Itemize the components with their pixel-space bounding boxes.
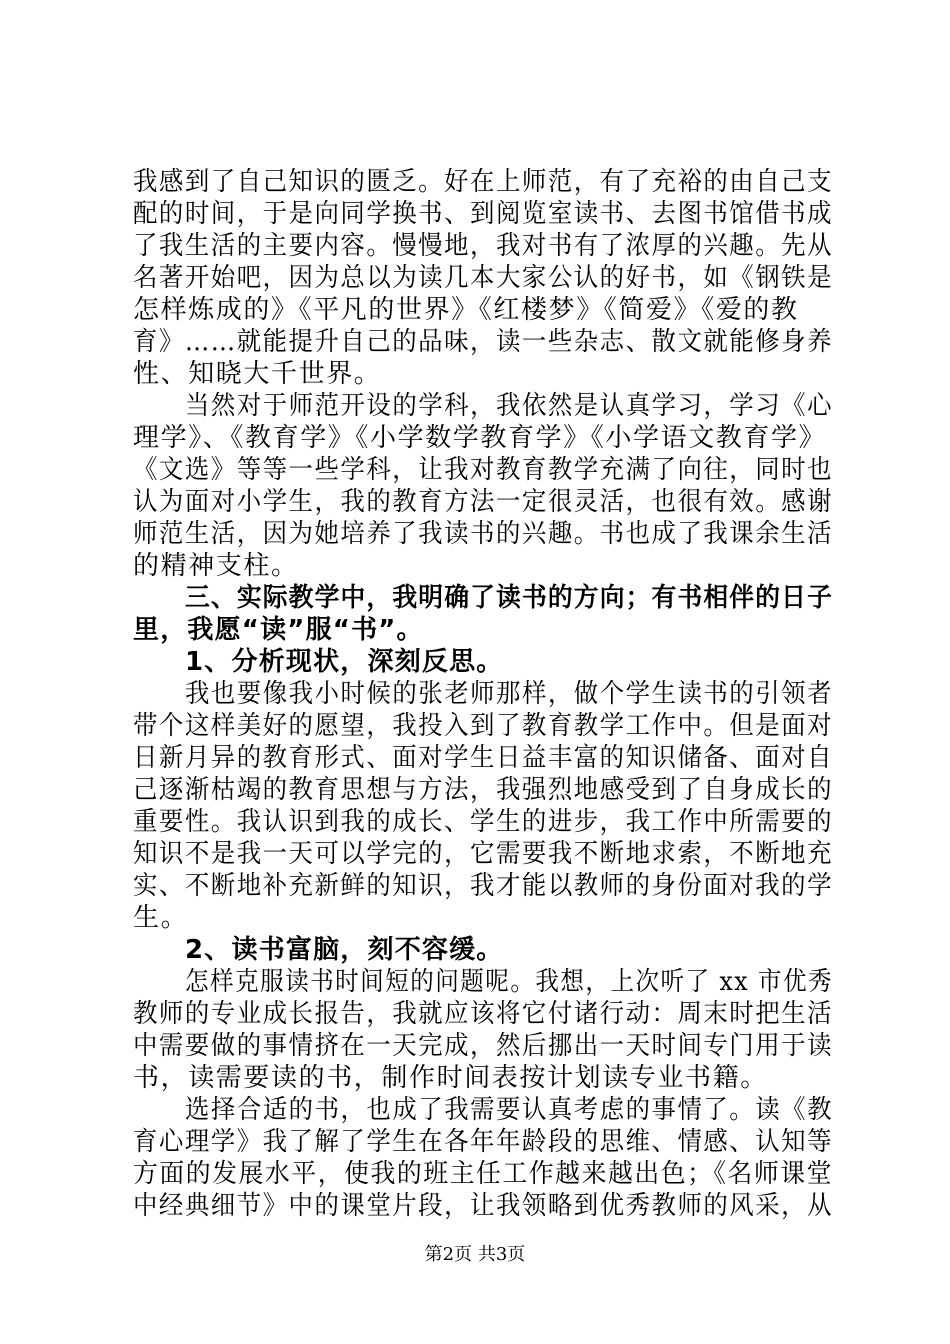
text-line: 的精神支柱。 [133, 551, 299, 581]
heading-line: 2、读书富脑，刻不容缓。 [185, 935, 504, 965]
text-line: 我感到了自己知识的匮乏。好在上师范，有了充裕的由自己支 [133, 167, 833, 197]
text-line: 我也要像我小时候的张老师那样，做个学生读书的引领者 [185, 679, 833, 709]
text-line: 当然对于师范开设的学科，我依然是认真学习，学习《心 [185, 391, 833, 421]
text-line: 配的时间，于是向同学换书、到阅览室读书、去图书馆借书成 [133, 199, 833, 229]
text-line: 育心理学》我了解了学生在各年年龄段的思维、情感、认知等 [133, 1127, 833, 1157]
text-line: 日新月异的教育形式、面对学生日益丰富的知识储备、面对自 [133, 743, 833, 773]
heading-line: 三、实际教学中，我明确了读书的方向；有书相伴的日子 [185, 583, 833, 613]
text-line: 生。 [133, 903, 189, 933]
text-line: 了我生活的主要内容。慢慢地，我对书有了浓厚的兴趣。先从 [133, 231, 833, 261]
text-line: 师范生活，因为她培养了我读书的兴趣。书也成了我课余生活 [133, 519, 833, 549]
heading-line: 里，我愿“读”服“书”。 [133, 615, 424, 645]
text-line: 书，读需要读的书，制作时间表按计划读专业书籍。 [133, 1063, 768, 1093]
heading-line: 1、分析现状，深刻反思。 [185, 647, 504, 677]
text-line: 己逐渐枯竭的教育思想与方法，我强烈地感受到了自身成长的 [133, 775, 833, 805]
text-line: 教师的专业成长报告，我就应该将它付诸行动：周末时把生活 [133, 999, 833, 1029]
text-line: 方面的发展水平，使我的班主任工作越来越出色；《名师课堂 [133, 1159, 833, 1189]
text-line: 带个这样美好的愿望，我投入到了教育教学工作中。但是面对 [133, 711, 833, 741]
text-line: 实、不断地补充新鲜的知识，我才能以教师的身份面对我的学 [133, 871, 833, 901]
text-line: 育》……就能提升自己的品味，读一些杂志、散文就能修身养 [133, 327, 833, 357]
text-line: 中经典细节》中的课堂片段，让我领略到优秀教师的风采，从 [133, 1191, 833, 1221]
page-footer: 第2页 共3页 [424, 1244, 526, 1265]
text-line: 名著开始吧，因为总以为读几本大家公认的好书，如《钢铁是 [133, 263, 833, 293]
text-line: 选择合适的书，也成了我需要认真考虑的事情了。读《教 [185, 1095, 833, 1125]
text-line: 《文选》等等一些学科，让我对教育教学充满了向往，同时也 [133, 455, 833, 485]
text-line: 怎样克服读书时间短的问题呢。我想，上次听了 xx 市优秀 [185, 967, 833, 997]
text-line: 知识不是我一天可以学完的，它需要我不断地求索，不断地充 [133, 839, 833, 869]
text-line: 重要性。我认识到我的成长、学生的进步，我工作中所需要的 [133, 807, 833, 837]
text-line: 理学》、《教育学》《小学数学教育学》《小学语文教育学》 [133, 423, 827, 453]
text-line: 中需要做的事情挤在一天完成，然后挪出一天时间专门用于读 [133, 1031, 833, 1061]
text-line: 怎样炼成的》《平凡的世界》《红楼梦》《简爱》《爱的教 [133, 295, 799, 325]
text-line: 性、知晓大千世界。 [133, 359, 382, 389]
text-line: 认为面对小学生，我的教育方法一定很灵活，也很有效。感谢 [133, 487, 833, 517]
document-body [133, 166, 833, 1222]
